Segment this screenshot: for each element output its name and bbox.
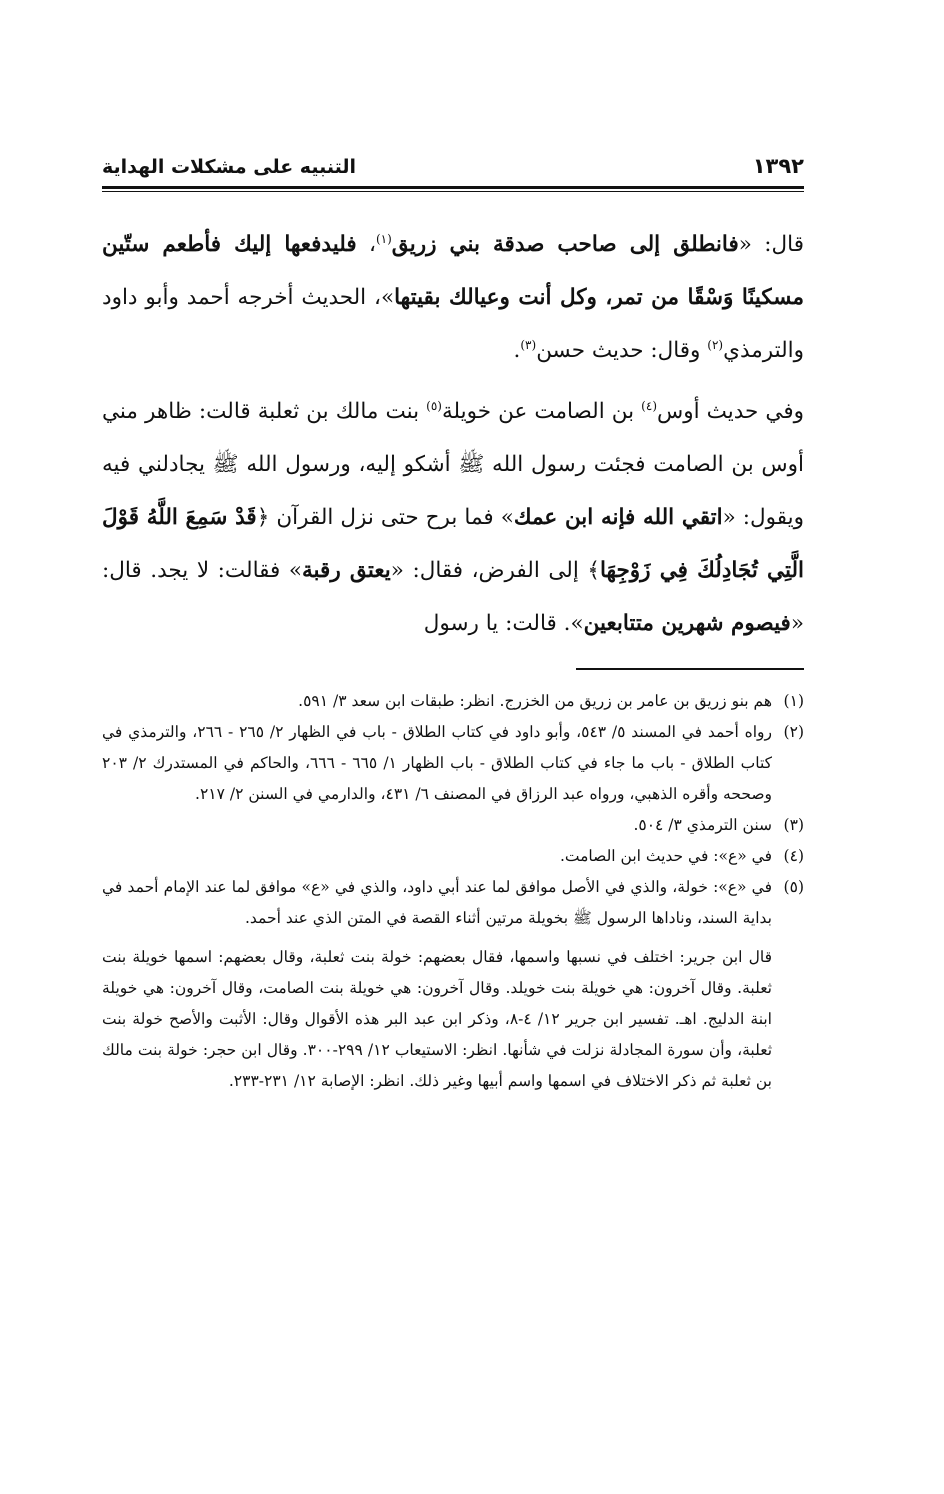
footnote-text: في «ع»: في حديث ابن الصامت. — [559, 847, 772, 865]
footnote-number: (٢) — [783, 723, 804, 741]
paragraph-1 — [102, 218, 804, 377]
running-header — [102, 140, 804, 178]
text-run: قال: « — [738, 232, 805, 257]
footnote-marker: (٢) — [707, 337, 724, 352]
hadith-quote: اتقي الله فإنه ابن عمك — [513, 505, 723, 530]
book-page — [102, 140, 804, 1097]
text-run: . — [513, 338, 521, 363]
text-run: » فما برح حتى نزل القرآن ﴿ — [256, 505, 514, 530]
footnote — [102, 717, 804, 810]
text-run: بنت مالك بن ثعلبة قالت: ظاهر مني أوس بن الصامت فجئت رسول الله ﷺ أشكو إليه، ورسول الله ﷺ يجادلني فيه ويقول: « — [102, 399, 805, 530]
book-title: التنبيه على مشكلات الهداية — [102, 156, 356, 178]
footnote-number: (٤) — [783, 847, 804, 865]
footnote-number: (١) — [783, 692, 804, 710]
footnote — [102, 872, 804, 934]
text-run: ، — [356, 232, 376, 257]
hadith-quote: فليدفعها إليك فأطعم ستّين مسكينًا وَسْقًا من تمر، وكل أنت وعيالك بقيتها — [102, 232, 804, 310]
footnote-number: (٥) — [783, 878, 804, 896]
text-run: ﴾ إلى الفرض، فقال: « — [390, 558, 600, 583]
paragraph-2 — [102, 385, 804, 650]
footnote — [102, 686, 804, 717]
footnote-text: هم بنو زريق بن عامر بن زريق من الخزرج. انظر: طبقات ابن سعد ٣/ ٥٩١. — [298, 692, 772, 710]
hadith-quote: يعتق رقبة — [302, 558, 391, 583]
footnote — [102, 810, 804, 841]
header-rule — [102, 186, 804, 192]
footnote-separator — [576, 668, 804, 670]
footnote-marker: (٥) — [426, 398, 442, 413]
footnote — [102, 841, 804, 872]
footnote-continuation: قال ابن جرير: اختلف في نسبها واسمها، فقال بعضهم: خولة بنت ثعلبة، وقال بعضهم: اسمها خويلة بنت ثعلبة. وقال آخرون: هي خويلة بنت خويلد. وقال آخرون: هي خويلة بنت الصامت، وقال آخرون: هي خويلة ابنة الدليج. اهـ. تفسير ابن جرير ١٢/ ٤-٨، وذكر ابن عبد البر هذه الأقوال وقال: الأثبت والأصح خولة بنت ثعلبة، وأن سورة المجادلة نزلت في شأنها. انظر: الاستيعاب ١٢/ ٢٩٩-٣٠٠. وقال ابن حجر: خولة بنت مالك بن ثعلبة ثم ذكر الاختلاف في اسمها واسم أبيها وغير ذلك. انظر: الإصابة ١٢/ ٢٣١-٢٣٣. — [102, 948, 773, 1090]
footnote-marker: (٣) — [520, 337, 537, 352]
hadith-quote: فانطلق إلى صاحب صدقة بني زريق — [391, 232, 739, 257]
footnote-text: في «ع»: خولة، والذي في الأصل موافق لما عند أبي داود، والذي في «ع» موافق لما عند الإمام أحمد في بداية السند، وناداها الرسول ﷺ بخويلة مرتين أثناء القصة في المتن الذي عند أحمد. — [102, 878, 772, 927]
text-run: » فقالت: لا يجد. قال: « — [102, 558, 804, 636]
footnote-marker: (٤) — [641, 398, 657, 413]
text-run: »، الحديث أخرجه أحمد وأبو داود والترمذي — [102, 285, 804, 363]
footnotes — [102, 686, 804, 1097]
quran-verse: قَدْ سَمِعَ اللَّهُ قَوْلَ الَّتِي تُجَادِلُكَ فِي زَوْجِهَا — [102, 505, 804, 583]
main-text — [102, 218, 804, 650]
text-run: ». قالت: يا رسول — [423, 611, 584, 636]
text-run: وقال: حديث حسن — [536, 338, 708, 363]
footnote-text: رواه أحمد في المسند ٥/ ٥٤٣، وأبو داود في كتاب الطلاق - باب في الظهار ٢/ ٢٦٥ - ٢٦٦، والترمذي في كتاب الطلاق - باب ما جاء في كتاب الطلاق - باب الظهار ١/ ٦٦٥ - ٦٦٦، والحاكم في المستدرك ٢/ ٢٠٣ وصححه وأقره الذهبي، ورواه عبد الرزاق في المصنف ٦/ ٤٣١، والدارمي في السنن ٢/ ٢١٧. — [102, 723, 773, 803]
text-run: بن الصامت عن خويلة — [441, 399, 642, 424]
text-run: وفي حديث أوس — [657, 399, 804, 424]
page-number: ١٣٩٢ — [752, 154, 804, 178]
footnote-text: سنن الترمذي ٣/ ٥٠٤. — [633, 816, 772, 834]
footnote-marker: (١) — [375, 231, 392, 246]
footnote-number: (٣) — [783, 816, 804, 834]
hadith-quote: فيصوم شهرين متتابعين — [583, 611, 791, 636]
